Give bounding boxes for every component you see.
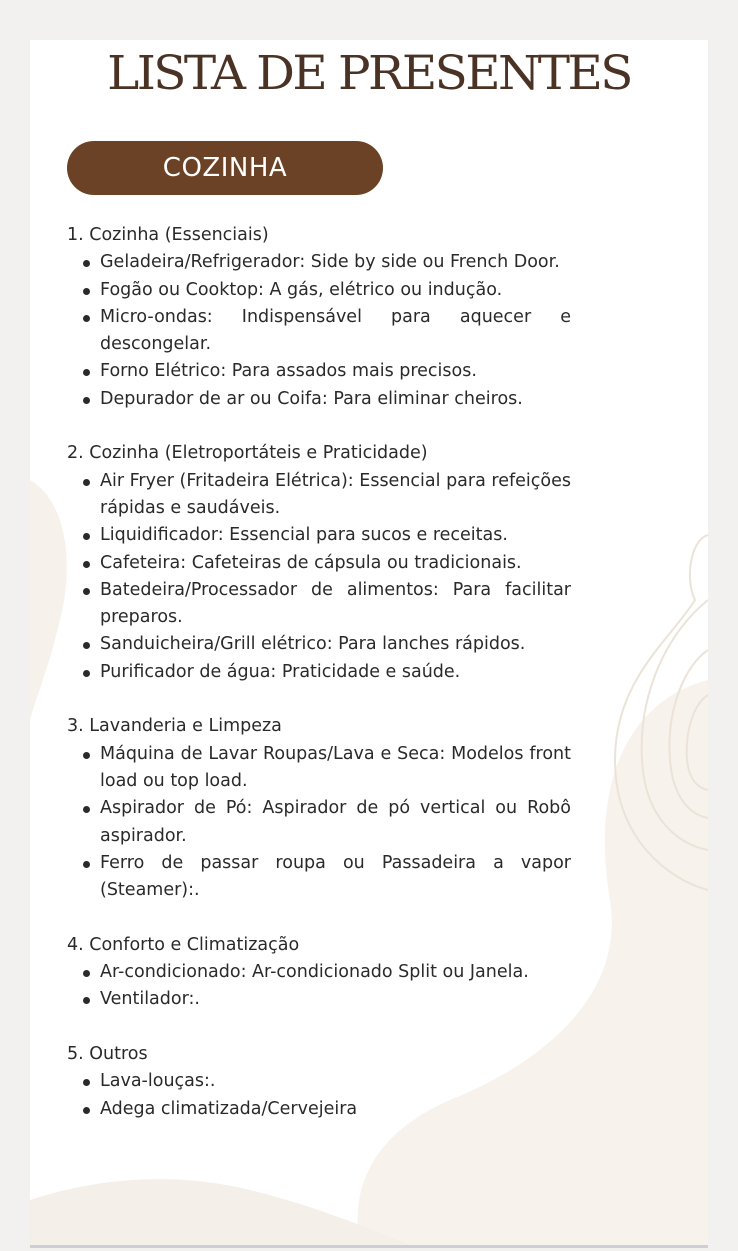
list-item bbox=[100, 550, 571, 577]
bullet-icon bbox=[83, 315, 90, 322]
list-item bbox=[100, 522, 571, 549]
list-item-text: Depurador de ar ou Coifa: Para eliminar cheiros. bbox=[100, 388, 523, 409]
category-section bbox=[67, 1041, 571, 1123]
bullet-icon bbox=[83, 561, 90, 568]
list-item bbox=[100, 1096, 571, 1123]
bullet-icon bbox=[83, 670, 90, 677]
list-item bbox=[100, 850, 571, 905]
bullet-icon bbox=[83, 533, 90, 540]
list-item bbox=[100, 358, 571, 385]
list-item bbox=[100, 631, 571, 658]
bottom-wave-shape bbox=[30, 1179, 410, 1245]
item-list bbox=[67, 741, 571, 905]
item-list bbox=[67, 959, 571, 1014]
list-item bbox=[100, 986, 571, 1013]
list-item-text: Cafeteira: Cafeteiras de cápsula ou tradicionais. bbox=[100, 552, 522, 573]
bullet-icon bbox=[83, 997, 90, 1004]
category-section bbox=[67, 222, 571, 413]
category-title: 4. Conforto e Climatização bbox=[67, 934, 300, 955]
bullet-icon bbox=[83, 1107, 90, 1114]
list-item bbox=[100, 741, 571, 796]
list-item bbox=[100, 577, 571, 632]
list-item-text: Máquina de Lavar Roupas/Lava e Seca: Modelos front load ou top load. bbox=[100, 743, 571, 791]
list-item-text: Air Fryer (Fritadeira Elétrica): Essencial para refeições rápidas e saudáveis. bbox=[100, 470, 571, 518]
bullet-icon bbox=[83, 479, 90, 486]
list-item bbox=[100, 304, 571, 359]
list-item bbox=[100, 468, 571, 523]
list-item-text: Fogão ou Cooktop: A gás, elétrico ou indução. bbox=[100, 279, 503, 300]
bullet-icon bbox=[83, 752, 90, 759]
category-title: 2. Cozinha (Eletroportáteis e Praticidade) bbox=[67, 443, 428, 464]
category-section bbox=[67, 932, 571, 1014]
bullet-icon bbox=[83, 1079, 90, 1086]
page-title: LISTA DE PRESENTES bbox=[107, 46, 631, 101]
page-bottom-edge bbox=[30, 1245, 708, 1248]
bullet-icon bbox=[83, 260, 90, 267]
bullet-icon bbox=[83, 588, 90, 595]
list-item-text: Purificador de água: Praticidade e saúde. bbox=[100, 661, 461, 682]
bullet-icon bbox=[83, 970, 90, 977]
bullet-icon bbox=[83, 397, 90, 404]
left-blob-shape bbox=[30, 480, 67, 720]
list-item-text: Ar-condicionado: Ar-condicionado Split ou Janela. bbox=[100, 962, 529, 983]
list-item-text: Adega climatizada/Cervejeira bbox=[100, 1098, 358, 1119]
list-item bbox=[100, 386, 571, 413]
category-section bbox=[67, 713, 571, 904]
list-item-text: Lava-louças:. bbox=[100, 1071, 216, 1092]
category-title: 3. Lavanderia e Limpeza bbox=[67, 716, 282, 737]
category-title: 1. Cozinha (Essenciais) bbox=[67, 225, 269, 245]
list-item-text: Aspirador de Pó: Aspirador de pó vertical ou Robô aspirador. bbox=[100, 798, 571, 846]
item-list bbox=[67, 1068, 571, 1123]
bullet-icon bbox=[83, 806, 90, 813]
bullet-icon bbox=[83, 369, 90, 376]
bullet-icon bbox=[83, 288, 90, 295]
list-item bbox=[100, 659, 571, 686]
list-item-text: Geladeira/Refrigerador: Side by side ou French Door. bbox=[100, 252, 560, 273]
list-item-text: Ventilador:. bbox=[100, 989, 200, 1010]
bullet-icon bbox=[83, 642, 90, 649]
list-item bbox=[100, 249, 571, 276]
document-page bbox=[30, 40, 708, 1245]
list-item-text: Ferro de passar roupa ou Passadeira a vapor (Steamer):. bbox=[100, 852, 571, 901]
list-item bbox=[100, 1068, 571, 1095]
gift-list bbox=[67, 222, 571, 1150]
list-item-text: Liquidificador: Essencial para sucos e receitas. bbox=[100, 525, 508, 546]
category-section bbox=[67, 440, 571, 686]
list-item-text: Micro-ondas: Indispensável para aquecer e descongelar. bbox=[100, 306, 571, 355]
section-label-pill: COZINHA bbox=[67, 141, 383, 195]
list-item bbox=[100, 277, 571, 304]
category-title: 5. Outros bbox=[67, 1043, 148, 1064]
list-item-text: Sanduicheira/Grill elétrico: Para lanches rápidos. bbox=[100, 634, 526, 655]
list-item-text: Batedeira/Processador de alimentos: Para facilitar preparos. bbox=[100, 579, 571, 628]
item-list bbox=[67, 468, 571, 686]
list-item bbox=[100, 795, 571, 850]
bullet-icon bbox=[83, 861, 90, 868]
list-item-text: Forno Elétrico: Para assados mais precisos. bbox=[100, 361, 477, 382]
list-item bbox=[100, 959, 571, 986]
item-list bbox=[67, 249, 571, 413]
